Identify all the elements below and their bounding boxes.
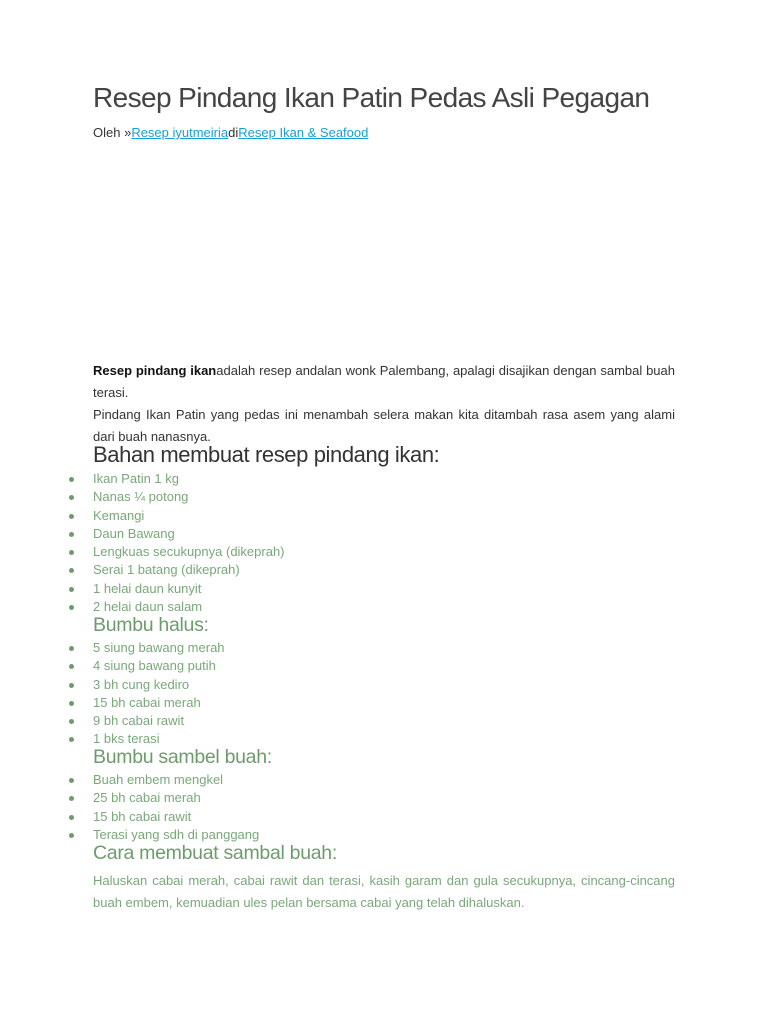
bullet-icon bbox=[69, 833, 74, 838]
article-title: Resep Pindang Ikan Patin Pedas Asli Pegagan bbox=[93, 82, 650, 113]
bumbu-sambel-list bbox=[0, 771, 259, 844]
bullet-icon bbox=[69, 495, 74, 500]
bahan-heading: Bahan membuat resep pindang ikan: bbox=[93, 442, 440, 467]
list-item: 2 helai daun salam bbox=[0, 598, 285, 616]
bullet-icon bbox=[69, 737, 74, 742]
list-item: 9 bh cabai rawit bbox=[0, 712, 225, 730]
list-item: 1 bks terasi bbox=[0, 730, 225, 748]
bullet-icon bbox=[69, 664, 74, 669]
list-item: 25 bh cabai merah bbox=[0, 789, 259, 807]
bumbu-halus-list bbox=[0, 639, 225, 749]
bullet-icon bbox=[69, 683, 74, 688]
bullet-icon bbox=[69, 514, 74, 519]
bullet-icon bbox=[69, 605, 74, 610]
list-item: Lengkuas secukupnya (dikeprah) bbox=[0, 543, 285, 561]
bahan-list bbox=[0, 470, 285, 616]
bullet-icon bbox=[69, 719, 74, 724]
list-item: 4 siung bawang putih bbox=[0, 657, 225, 675]
bullet-icon bbox=[69, 568, 74, 573]
list-item: Nanas ¼ potong bbox=[0, 488, 285, 506]
list-item: 15 bh cabai rawit bbox=[0, 808, 259, 826]
bullet-icon bbox=[69, 477, 74, 482]
cara-sambal-heading: Cara membuat sambal buah: bbox=[93, 842, 337, 864]
bullet-icon bbox=[69, 778, 74, 783]
bumbu-halus-heading: Bumbu halus: bbox=[93, 614, 209, 636]
intro-paragraph-1 bbox=[93, 360, 675, 404]
bullet-icon bbox=[69, 701, 74, 706]
list-item: 15 bh cabai merah bbox=[0, 694, 225, 712]
byline bbox=[93, 125, 368, 140]
intro-bold-lead: Resep pindang ikan bbox=[93, 363, 217, 378]
intro-paragraph-2: Pindang Ikan Patin yang pedas ini menambah selera makan kita ditambah rasa asem yang alami dari buah nanasnya. bbox=[93, 407, 675, 444]
list-item: Kemangi bbox=[0, 507, 285, 525]
bumbu-sambel-heading: Bumbu sambel buah: bbox=[93, 746, 272, 768]
list-item: 3 bh cung kediro bbox=[0, 676, 225, 694]
bullet-icon bbox=[69, 550, 74, 555]
list-item: Daun Bawang bbox=[0, 525, 285, 543]
category-link[interactable]: Resep Ikan & Seafood bbox=[238, 125, 369, 140]
list-item: Ikan Patin 1 kg bbox=[0, 470, 285, 488]
cara-sambal-text: Haluskan cabai merah, cabai rawit dan terasi, kasih garam dan gula secukupnya, cincang-cincang buah embem, kemuadian ules pelan bersama cabai yang telah dihaluskan. bbox=[93, 873, 675, 910]
intro-text bbox=[93, 360, 675, 448]
list-item: Terasi yang sdh di panggang bbox=[0, 826, 259, 844]
list-item: Serai 1 batang (dikeprah) bbox=[0, 561, 285, 579]
list-item: 1 helai daun kunyit bbox=[0, 580, 285, 598]
byline-prefix: Oleh » bbox=[93, 125, 132, 140]
byline-separator: di bbox=[228, 125, 239, 140]
bullet-icon bbox=[69, 796, 74, 801]
bullet-icon bbox=[69, 646, 74, 651]
list-item: 5 siung bawang merah bbox=[0, 639, 225, 657]
author-link[interactable]: Resep iyutmeiria bbox=[131, 125, 229, 140]
bullet-icon bbox=[69, 587, 74, 592]
bullet-icon bbox=[69, 532, 74, 537]
bullet-icon bbox=[69, 815, 74, 820]
list-item: Buah embem mengkel bbox=[0, 771, 259, 789]
intro-paragraph-1-rest: adalah resep andalan wonk Palembang, apalagi disajikan dengan sambal buah terasi. bbox=[93, 363, 675, 400]
